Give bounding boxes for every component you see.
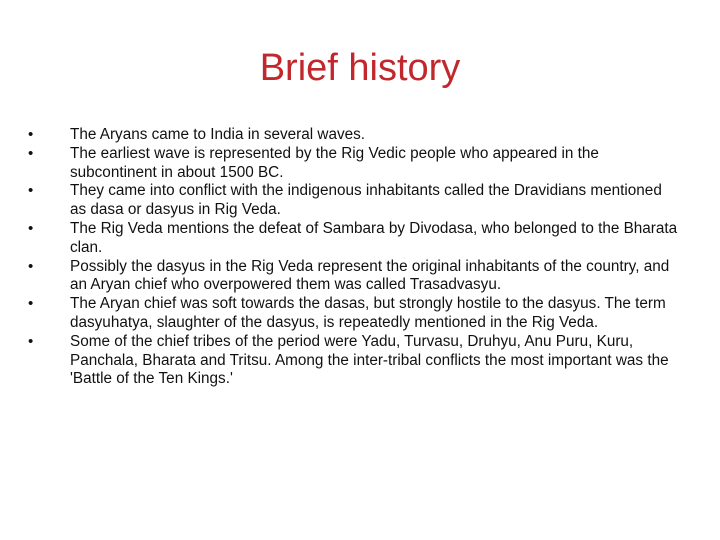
bullet-dot-icon: • [28, 182, 34, 200]
bullet-item [28, 182, 678, 220]
bullet-text: The Aryans came to India in several waves. [70, 126, 366, 143]
bullet-item [28, 295, 678, 333]
bullet-item [28, 220, 678, 258]
bullet-dot-icon: • [28, 295, 34, 313]
bullet-dot-icon: • [28, 332, 34, 350]
bullet-text: They came into conflict with the indigenous inhabitants called the Dravidians mentioned as dasa or dasyus in Rig Veda. [70, 182, 662, 219]
bullet-text: The Aryan chief was soft towards the dasas, but strongly hostile to the dasyus. The term dasyuhatya, slaughter of the dasyus, is repeatedly mentioned in the Rig Veda. [70, 295, 666, 331]
bullet-item [28, 333, 678, 389]
bullet-dot-icon: • [28, 144, 34, 162]
bullet-dot-icon: • [28, 126, 34, 143]
bullet-item [28, 258, 678, 296]
slide-title: Brief history [259, 47, 461, 89]
bullet-text: The earliest wave is represented by the Rig Vedic people who appeared in the subcontinent in about 1500 BC. [70, 144, 599, 181]
bullet-item [28, 145, 678, 183]
bullet-item [28, 126, 678, 145]
bullet-dot-icon: • [28, 257, 34, 275]
bullet-text: The Rig Veda mentions the defeat of Sambara by Divodasa, who belonged to the Bharata clan. [70, 219, 678, 256]
bullet-list [28, 126, 678, 389]
bullet-text: Some of the chief tribes of the period were Yadu, Turvasu, Druhyu, Anu Puru, Kuru, Panchala, Bharata and Tritsu. Among the inter-tribal conflicts the most important was the 'Battle of the Ten Kings.' [70, 332, 669, 388]
bullet-dot-icon: • [28, 219, 34, 237]
bullet-text: Possibly the dasyus in the Rig Veda represent the original inhabitants of the country, and an Aryan chief who overpowered them was called Trasadvasyu. [70, 257, 670, 294]
